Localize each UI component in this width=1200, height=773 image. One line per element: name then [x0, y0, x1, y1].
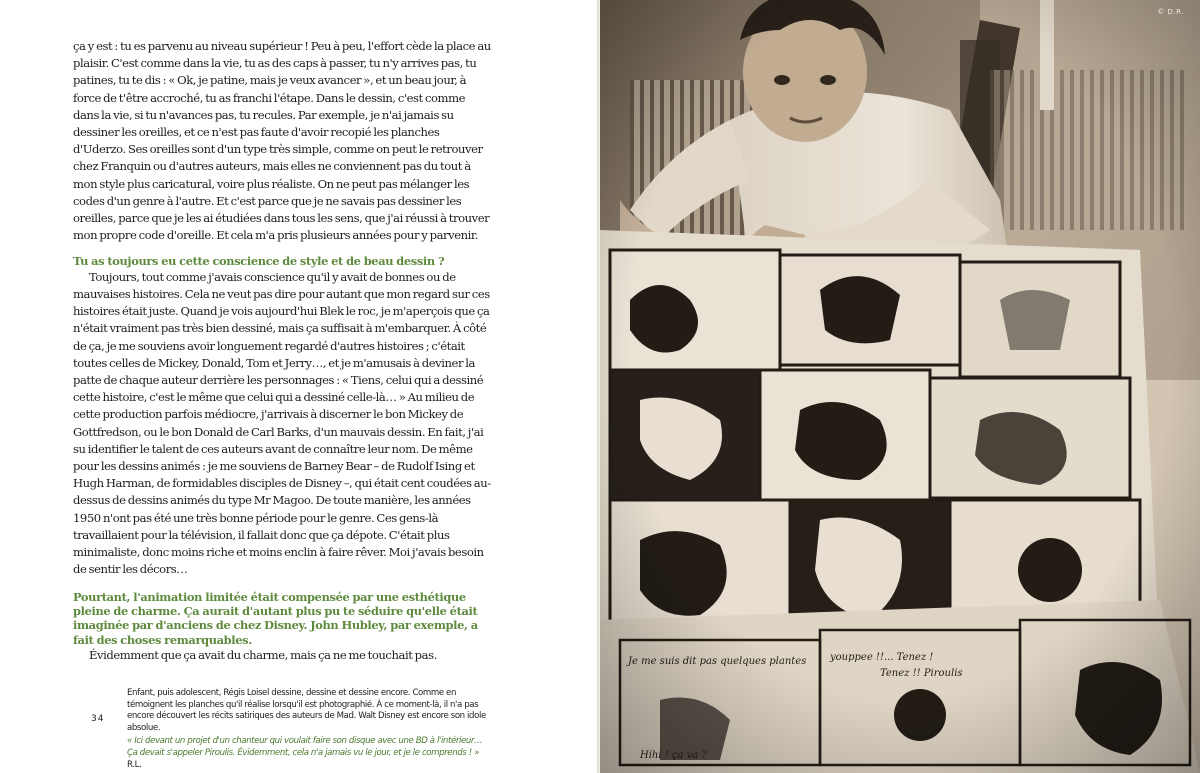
photo-credit: © D.R. [1157, 8, 1184, 16]
answer-2: Évidemment que ça avait du charme, mais ça ne me touchait pas. [89, 648, 437, 663]
photo-caption [127, 688, 487, 771]
vignette [600, 0, 1200, 773]
caption-text: Enfant, puis adolescent, Régis Loisel dessine, dessine et dessine encore. Comme en témoignent les planches qu'il réalise lorsqu'il est photographié. À ce moment-là, il n'a pas encore découvert les récits satiriques des auteurs de Mad. Walt Disney est encore son idole absolue. [127, 688, 486, 733]
answer-1: Toujours, tout comme j'avais conscience qu'il y avait de bonnes ou de mauvaises histoires. Cela ne veut pas dire pour autant que mon regard sur ces histoires était juste. Quand je vois aujourd'hui Blek le roc, je m'aperçois que ça n'était vraiment pas très bien dessiné, mais ça suffisait à m'embarquer. À côté de ça, je me souviens avoir longuement regardé d'autres histoires ; c'était toutes celles de Mickey, Donald, Tom et Jerry…, et je m'amusais à deviner la patte de chaque auteur derrière les personnages : « Tiens, celui qui a dessiné cette histoire, c'est le même que celui qui a dessiné celle-là… » Au milieu de cette production parfois médiocre, j'arrivais à discerner le bon Mickey de Gottfredson, ou le bon Donald de Carl Barks, d'un mauvais dessin. En fait, j'ai su identifier le talent de ces auteurs avant de connaître leur nom. De même pour les dessins animés : je me souviens de Barney Bear – de Rudolf Ising et Hugh Harman, de formidables disciples de Disney –, qui était cent coudées au-dessus de dessins animés du type Mr Magoo. De toute manière, les années 1950 n'ont pas été une très bonne période pour le genre. Ces gens-là travaillaient pour la télévision, il fallait donc que ça dépote. C'était plus minimaliste, donc moins riche et moins enclin à faire rêver. Moi j'avais besoin de sentir les décors… [73, 269, 491, 577]
paragraph-intro: ça y est : tu es parvenu au niveau supérieur ! Peu à peu, l'effort cède la place au plaisir. C'est comme dans la vie, tu as des caps à passer, tu n'y arrives pas, tu patines, tu te dis : « Ok, je patine, mais je veux avancer », et un beau jour, à force de t'être accroché, tu as franchi l'étape. Dans le dessin, c'est comme dans la vie, si tu n'avances pas, tu recules. Par exemple, je n'ai jamais su dessiner les oreilles, et ce n'est pas faute d'avoir recopié les planches d'Uderzo. Ses oreilles sont d'un type très simple, comme on peut le retrouver chez Franquin ou d'autres auteurs, mais elles ne conviennent pas du tout à mon style plus caricatural, voire plus réaliste. On ne peut pas mélanger les codes d'un genre à l'autre. Et c'est parce que je ne savais pas dessiner les oreilles, parce que je les ai étudiées dans tous les sens, que j'ai réussi à trouver mon propre code d'oreille. Et cela m'a pris plusieurs années pour y parvenir. [73, 39, 491, 243]
page-number: 34 [91, 714, 105, 724]
question-2: Pourtant, l'animation limitée était compensée par une esthétique pleine de charme. Ça aurait d'autant plus pu te séduire qu'elle était imaginée par d'anciens de chez Disney. John Hubley, par exemple, a fait des choses remarquables. [73, 589, 478, 647]
caption-quote-text: « Ici devant un projet d'un chanteur qui voulait faire son disque avec une BD à l'intérieur… Ça devait s'appeler Piroulis. Évidemment, cela n'a jamais vu le jour, et je le comprends ! » [127, 736, 483, 758]
caption-quote [127, 736, 487, 771]
photo-illustration [600, 0, 1200, 773]
archive-photo [600, 0, 1200, 773]
interview-text [73, 38, 493, 664]
left-page [0, 0, 598, 773]
caption-signature: R.L. [127, 759, 142, 770]
question-1: Tu as toujours eu cette conscience de style et de beau dessin ? [73, 254, 445, 269]
